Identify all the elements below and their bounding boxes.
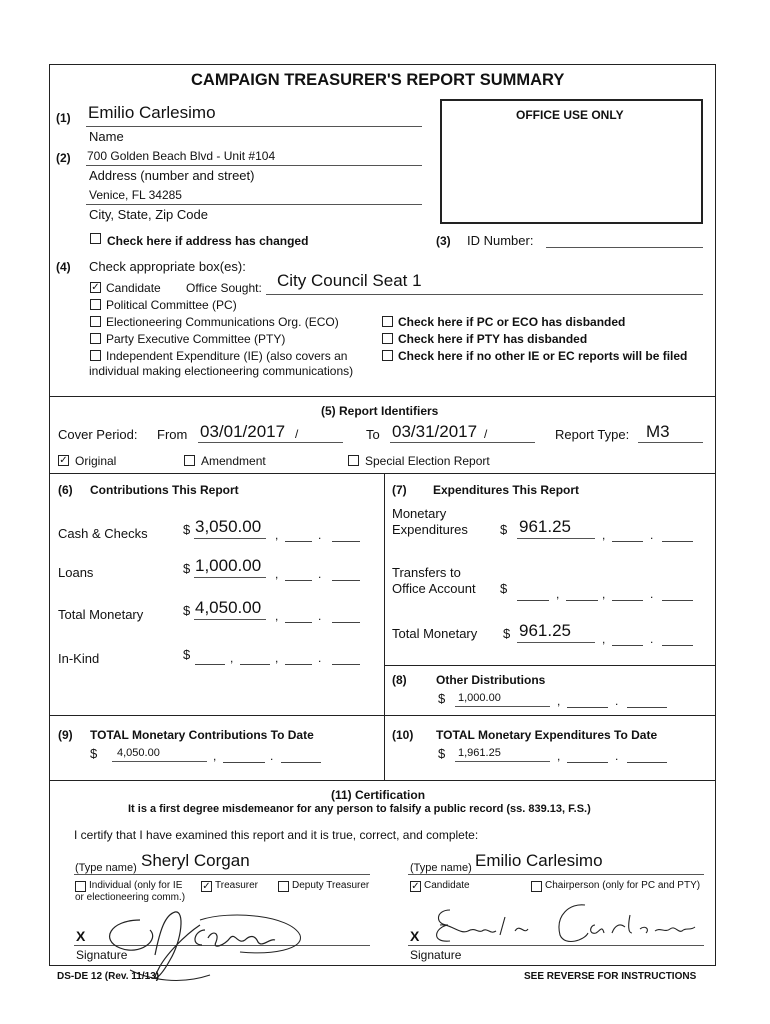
comma: , (556, 587, 560, 601)
comma: , (602, 587, 606, 601)
original-checkbox[interactable]: ✓ (59, 455, 68, 466)
comma: , (275, 528, 279, 542)
total-expenditures-label: Total Monetary (392, 626, 478, 641)
candidate-checkbox[interactable]: ✓ (91, 282, 100, 293)
office-account-label: Office Account (392, 581, 476, 596)
certify-statement: I certify that I have examined this report and it is true, correct, and complete: (74, 828, 479, 842)
candidate-label: Candidate (106, 281, 161, 295)
signature-x: X (76, 928, 86, 944)
other-distributions-value[interactable]: 1,000.00 (458, 692, 501, 704)
contributions-title: Contributions This Report (90, 483, 239, 497)
section-6-number: (6) (58, 483, 73, 497)
section-10-number: (10) (392, 728, 414, 742)
transfers-label: Transfers to (392, 565, 461, 580)
individual-checkbox[interactable] (75, 881, 86, 892)
total-contributions-value[interactable]: 4,050.00 (195, 598, 262, 617)
office-sought-label: Office Sought: (186, 281, 262, 295)
misdemeanor-warning: It is a first degree misdemeanor for any person to falsify a public record (ss. 839.13, F.S.) (128, 803, 591, 815)
from-slash: / (295, 427, 299, 441)
to-label: To (366, 427, 380, 442)
comma: , (230, 651, 234, 665)
candidate-signature-label: Signature (410, 948, 462, 962)
divider (384, 665, 716, 666)
no-other-reports-label: Check here if no other IE or EC reports will be filed (398, 349, 688, 363)
ie-checkbox[interactable] (90, 350, 101, 361)
pc-disbanded-label: Check here if PC or ECO has disbanded (398, 315, 626, 329)
dot: . (615, 749, 619, 763)
cover-period-label: Cover Period: (58, 427, 138, 442)
id-number-field[interactable] (546, 247, 703, 248)
comma: , (602, 632, 606, 646)
section-4-number: (4) (56, 260, 71, 274)
office-use-label: OFFICE USE ONLY (516, 108, 624, 122)
comma: , (275, 567, 279, 581)
dot: . (650, 632, 654, 646)
form-title: CAMPAIGN TREASURER'S REPORT SUMMARY (191, 71, 565, 89)
street-value[interactable]: 700 Golden Beach Blvd - Unit #104 (87, 149, 276, 163)
report-type-label: Report Type: (555, 427, 630, 442)
cash-checks-label: Cash & Checks (58, 526, 148, 541)
divider (384, 473, 385, 715)
total-expenditures-value[interactable]: 961.25 (519, 621, 571, 640)
expenditures-title: Expenditures This Report (433, 483, 580, 497)
signature-x: X (410, 928, 420, 944)
id-number-label: ID Number: (467, 233, 534, 248)
dot: . (318, 609, 322, 623)
pc-disbanded-checkbox[interactable] (382, 316, 393, 327)
chairperson-label: Chairperson (only for PC and PTY) (545, 880, 701, 891)
pty-checkbox[interactable] (90, 333, 101, 344)
report-type-value[interactable]: M3 (646, 422, 670, 441)
other-distributions-title: Other Distributions (436, 673, 546, 687)
dot: . (650, 587, 654, 601)
deputy-treasurer-checkbox[interactable] (278, 881, 289, 892)
transfers-field[interactable] (517, 600, 549, 601)
special-election-checkbox[interactable] (348, 455, 359, 466)
amendment-checkbox[interactable] (184, 455, 195, 466)
check-boxes-label: Check appropriate box(es): (89, 259, 246, 274)
treasurer-label: Treasurer (215, 880, 258, 891)
comma: , (275, 651, 279, 665)
original-label: Original (75, 454, 117, 468)
section-3-number: (3) (436, 234, 451, 248)
pty-disbanded-checkbox[interactable] (382, 333, 393, 344)
divider (49, 780, 716, 781)
dollar-sign: $ (183, 603, 191, 618)
report-identifiers-title: (5) Report Identifiers (321, 404, 439, 418)
dot: . (318, 528, 322, 542)
deputy-treasurer-label: Deputy Treasurer (292, 880, 370, 891)
in-kind-label: In-Kind (58, 651, 100, 666)
individual-label-1: Individual (only for IE (89, 880, 183, 891)
dot: . (615, 694, 619, 708)
office-sought-value[interactable]: City Council Seat 1 (277, 271, 422, 290)
street-label: Address (number and street) (89, 168, 255, 183)
dollar-sign: $ (183, 561, 191, 576)
divider (384, 715, 385, 780)
dollar-sign: $ (183, 522, 191, 537)
city-value[interactable]: Venice, FL 34285 (89, 188, 182, 202)
candidate-cert-checkbox[interactable]: ✓ (411, 881, 420, 892)
total-contributions-to-date-value[interactable]: 4,050.00 (117, 747, 160, 759)
dot: . (318, 567, 322, 581)
dot: . (318, 651, 322, 665)
city-label: City, State, Zip Code (89, 207, 208, 222)
section-2-number: (2) (56, 151, 71, 165)
treasurer-signature-label: Signature (76, 948, 128, 962)
dot: . (650, 528, 654, 542)
dollar-sign: $ (503, 626, 511, 641)
form-id: DS-DE 12 (Rev. 11/13) (57, 971, 160, 982)
individual-label-2: or electioneering comm.) (75, 892, 186, 903)
comma: , (557, 749, 561, 763)
section-9-number: (9) (58, 728, 73, 742)
treasurer-name-value[interactable]: Sheryl Corgan (141, 851, 250, 870)
instructions-note: SEE REVERSE FOR INSTRUCTIONS (524, 971, 697, 982)
total-monetary-label: Total Monetary (58, 607, 144, 622)
address-changed-checkbox[interactable] (90, 233, 101, 244)
dot: . (270, 749, 274, 763)
section-8-number: (8) (392, 673, 407, 687)
eco-checkbox[interactable] (90, 316, 101, 327)
address-changed-label: Check here if address has changed (107, 234, 309, 248)
dollar-sign: $ (438, 691, 446, 706)
divider (49, 473, 716, 474)
monetary-label: Monetary (392, 506, 447, 521)
comma: , (213, 749, 217, 763)
divider (49, 396, 716, 397)
dollar-sign: $ (90, 746, 98, 761)
type-name-label: (Type name) (75, 862, 137, 874)
section-7-number: (7) (392, 483, 407, 497)
loans-label: Loans (58, 565, 94, 580)
comma: , (275, 609, 279, 623)
pc-checkbox[interactable] (90, 299, 101, 310)
ie-label-1: Independent Expenditure (IE) (also covers an (106, 349, 348, 363)
divider (49, 715, 716, 716)
ie-label-2: individual making electioneering communications) (89, 364, 354, 378)
no-other-reports-checkbox[interactable] (382, 350, 393, 361)
candidate-cert-label: Candidate (424, 880, 470, 891)
dollar-sign: $ (500, 581, 508, 596)
name-label: Name (89, 129, 124, 144)
cash-checks-value[interactable]: 3,050.00 (195, 517, 262, 536)
to-slash: / (484, 427, 488, 441)
pty-disbanded-label: Check here if PTY has disbanded (398, 332, 588, 346)
total-expenditures-to-date-value[interactable]: 1,961.25 (458, 747, 501, 759)
to-date-value[interactable]: 03/31/2017 (392, 422, 478, 441)
total-contributions-to-date-title: TOTAL Monetary Contributions To Date (90, 728, 314, 742)
dollar-sign: $ (183, 647, 191, 662)
type-name-label: (Type name) (410, 862, 472, 874)
candidate-name-signature-value[interactable]: Emilio Carlesimo (475, 851, 603, 870)
monetary-expenditures-value[interactable]: 961.25 (519, 517, 571, 536)
dollar-sign: $ (438, 746, 446, 761)
pc-label: Political Committee (PC) (106, 298, 237, 312)
chairperson-checkbox[interactable] (531, 881, 542, 892)
eco-label: Electioneering Communications Org. (ECO) (106, 315, 339, 329)
total-expenditures-to-date-title: TOTAL Monetary Expenditures To Date (436, 728, 658, 742)
comma: , (602, 528, 606, 542)
special-election-label: Special Election Report (365, 454, 490, 468)
from-label: From (157, 427, 188, 442)
amendment-label: Amendment (201, 454, 266, 468)
from-date-value[interactable]: 03/01/2017 (200, 422, 286, 441)
expenditures-label: Expenditures (392, 522, 468, 537)
section-1-number: (1) (56, 111, 71, 125)
treasurer-checkbox[interactable]: ✓ (202, 881, 211, 892)
comma: , (557, 694, 561, 708)
certification-title: (11) Certification (331, 788, 426, 802)
loans-value[interactable]: 1,000.00 (195, 556, 262, 575)
pty-label: Party Executive Committee (PTY) (106, 332, 286, 346)
candidate-name-value[interactable]: Emilio Carlesimo (88, 103, 216, 122)
candidate-signature[interactable] (420, 895, 700, 950)
in-kind-field[interactable] (195, 664, 225, 665)
dollar-sign: $ (500, 522, 508, 537)
